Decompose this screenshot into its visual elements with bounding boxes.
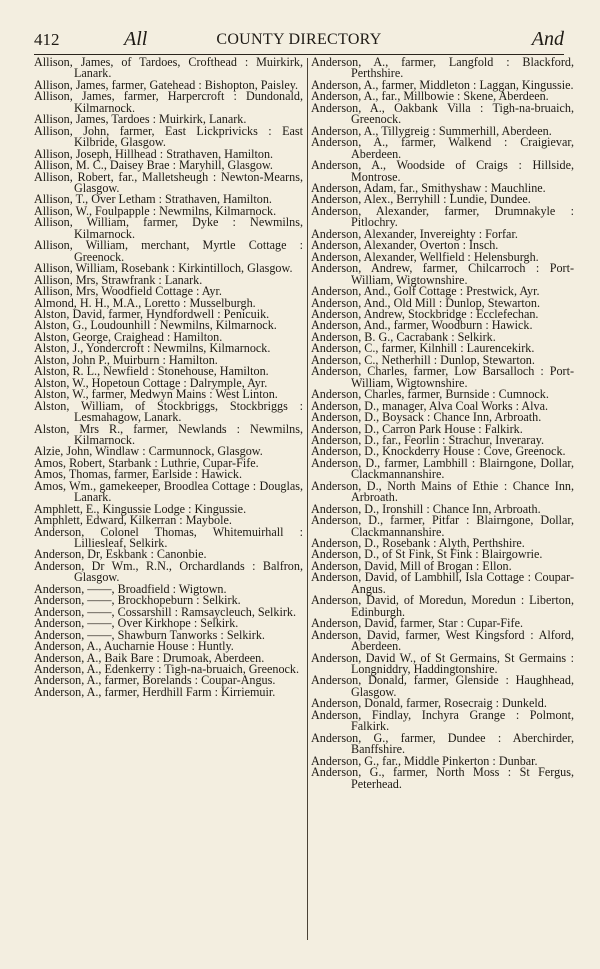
directory-entry: Alston, W., farmer, Medwyn Mains : West Linton. [34,387,278,402]
directory-entry: Anderson, ——, Cossarshill : Ramsaycleuch, Selkirk. [34,604,297,619]
directory-entry: Alston, John P., Muirburn : Hamilton. [34,352,218,367]
directory-entry: Anderson, B. G., Cacrabank : Selkirk. [311,329,496,344]
directory-entry: Anderson, Andrew, Stockbridge : Ecclefechan. [311,306,539,321]
directory-entry: Allison, James, of Tardoes, Crofthead : Muirkirk, Lanark. [34,55,303,81]
directory-entry: Anderson, D., far., Feorlin : Strachur, Inveraray. [311,432,545,447]
directory-entry: Anderson, David, of Moredun, Moredun : Liberton, Edinburgh. [311,593,574,619]
directory-entry: Anderson, David W., of St Germains, St Germains : Longniddry, Haddingtonshire. [311,650,574,677]
directory-entry: Alston, G., Loudounhill : Newmilns, Kilmarnock. [34,318,277,333]
left-column [34,57,303,698]
directory-entry: Anderson, Alexander, Overton : Insch. [311,238,499,253]
directory-entry: Anderson, And., Golf Cottage : Prestwick, Ayr. [311,284,540,299]
directory-entry: Anderson, ——, Brockhopeburn : Selkirk. [34,593,241,608]
right-column [311,57,574,790]
directory-entry: Anderson, ——, Broadfield : Wigtown. [34,581,227,596]
directory-entry: Anderson, David, of Lambhill, Isla Cottage : Coupar-Angus. [311,570,574,596]
directory-entry: Anderson, ——, Over Kirkhope : Selkirk. [34,616,239,631]
directory-entry: Anderson, D., North Mains of Ethie : Chance Inn, Arbroath. [311,478,574,505]
directory-entry: Anderson, Alexander, farmer, Drumnakyle : Pitlochry. [311,203,574,230]
column-divider [307,58,308,940]
directory-entry: Anderson, Donald, farmer, Glenside : Haughhead, Glasgow. [311,673,574,699]
directory-entry: Anderson, G., farmer, North Moss : St Fergus, Peterhead. [311,765,574,791]
directory-entry: Alston, David, farmer, Hyndfordwell : Penicuik. [34,306,270,321]
directory-entry: Alston, Mrs R., farmer, Newlands : Newmilns, Kilmarnock. [34,421,303,447]
directory-entry: Anderson, Charles, farmer, Burnside : Cumnock. [311,387,549,402]
directory-entry: Allison, William, merchant, Myrtle Cottage : Greenock. [34,238,303,264]
directory-entry: Anderson, A., Woodside of Craigs : Hillside, Montrose. [311,158,574,184]
left-catchword: All [124,28,148,50]
directory-entry: Alston, J., Yondercroft : Newmilns, Kilmarnock. [34,341,271,356]
directory-entry: Anderson, Alexander, Invereighty : Forfar. [311,226,518,241]
directory-entry: Allison, Joseph, Hillhead : Strathaven, Hamilton. [34,146,274,161]
directory-entry: Anderson, And., farmer, Woodburn : Hawick. [311,318,533,333]
directory-entry: Anderson, A., farmer, Middleton : Laggan, Kingussie. [311,77,574,92]
directory-entry: Allison, James, Tardoes : Muirkirk, Lanark. [34,112,247,127]
directory-entry: Anderson, David, Mill of Brogan : Ellon. [311,558,512,573]
page-header [34,30,564,52]
directory-entry: Amphlett, E., Kingussie Lodge : Kingussie. [34,501,247,516]
directory-entry: Anderson, D., of St Fink, St Fink : Blairgowrie. [311,547,543,562]
directory-entry: Amphlett, Edward, Kilkerran : Maybole. [34,513,232,528]
page-number: 412 [34,30,60,49]
directory-entry: Anderson, D., Carron Park House : Falkirk. [311,421,523,436]
directory-entry: Anderson, Colonel Thomas, Whitemuirhall : Lilliesleaf, Selkirk. [34,524,303,551]
directory-entry: Alston, George, Craighead : Hamilton. [34,329,223,344]
directory-entry: Anderson, A., farmer, Langfold : Blackford, Perthshire. [311,55,574,81]
directory-entry: Anderson, D., farmer, Lambhill : Blairngone, Dollar, Clackmannanshire. [311,455,574,482]
directory-entry: Anderson, Adam, far., Smithyshaw : Mauchline. [311,180,546,195]
directory-entry: Alzie, John, Windlaw : Carmunnock, Glasgow. [34,444,263,459]
directory-entry: Anderson, A., farmer, Borelands : Coupar-Angus. [34,673,276,688]
directory-entry: Allison, T., Over Letham : Strathaven, Hamilton. [34,192,272,207]
directory-entry: Anderson, A., Aucharnie House : Huntly. [34,639,234,654]
directory-entry: Anderson, A., Edenkerry : Tigh-na-bruaich, Greenock. [34,662,300,677]
directory-entry: Anderson, A., farmer, Herdhill Farm : Kirriemuir. [34,684,276,699]
directory-entry: Allison, William, farmer, Dyke : Newmilns, Kilmarnock. [34,215,303,241]
directory-entry: Allison, John, farmer, East Lickprivicks : East Kilbride, Glasgow. [34,123,303,150]
directory-entry: Anderson, G., far., Middle Pinkerton : Dunbar. [311,753,538,768]
directory-entry: Alston, William, of Stockbriggs, Stockbriggs : Lesmahagow, Lanark. [34,398,303,425]
directory-entry: Anderson, D., Knockderry House : Cove, Greenock. [311,444,566,459]
directory-entry: Anderson, Dr, Eskbank : Canonbie. [34,547,207,562]
directory-entry: Amos, Thomas, farmer, Earlside : Hawick. [34,467,242,482]
directory-entry: Anderson, A., Baik Bare : Drumoak, Aberdeen. [34,650,265,665]
directory-entry: Allison, Mrs, Strawfrank : Lanark. [34,272,203,287]
directory-entry: Anderson, G., farmer, Dundee : Aberchirder, Banffshire. [311,730,574,757]
directory-entry: Allison, Mrs, Woodfield Cottage : Ayr. [34,284,222,299]
directory-entry: Anderson, David, farmer, West Kingsford : Alford, Aberdeen. [311,627,574,654]
directory-entry: Allison, W., Foulpapple : Newmilns, Kilmarnock. [34,203,277,218]
directory-entry: Amos, Wm., gamekeeper, Broodlea Cottage : Douglas, Lanark. [34,478,303,505]
directory-entry: Allison, M. C., Daisey Brae : Maryhill, Glasgow. [34,158,273,173]
directory-entry: Anderson, D., Rosebank : Alyth, Perthshire. [311,536,525,551]
directory-entry: Anderson, A., farmer, Walkend : Craigievar, Aberdeen. [311,135,574,161]
directory-entry: Anderson, David, farmer, Star : Cupar-Fife. [311,616,524,631]
directory-entry: Anderson, C., farmer, Kilnhill : Laurencekirk. [311,341,535,356]
directory-entry: Anderson, Donald, farmer, Rosecraig : Dunkeld. [311,696,547,711]
directory-entry: Anderson, Alex., Berryhill : Lundie, Dundee. [311,192,531,207]
directory-entry: Anderson, Andrew, farmer, Chilcarroch : Port-William, Wigtownshire. [311,261,574,287]
directory-entry: Allison, James, farmer, Gatehead : Bishopton, Paisley. [34,77,299,92]
directory-entry: Anderson, Alexander, Wellfield : Helensburgh. [311,249,539,264]
directory-entry: Anderson, Dr Wm., R.N., Orchardlands : Balfron, Glasgow. [34,558,303,585]
directory-entry: Anderson, And., Old Mill : Dunlop, Stewarton. [311,295,540,310]
directory-entry: Anderson, C., Netherhill : Dunlop, Stewarton. [311,352,535,367]
directory-entry: Anderson, A., Oakbank Villa : Tigh-na-bruaich, Greenock. [311,100,574,127]
directory-entry: Anderson, Charles, farmer, Low Barsalloch : Port-William, Wigtownshire. [311,364,574,390]
directory-entry: Allison, James, farmer, Harpercroft : Dundonald, Kilmarnock. [34,89,303,115]
directory-entry: Anderson, Findlay, Inchyra Grange : Polmont, Falkirk. [311,707,574,734]
page-title: COUNTY DIRECTORY [216,31,382,48]
right-catchword: And [531,28,564,50]
directory-entry: Anderson, D., manager, Alva Coal Works : Alva. [311,398,549,413]
directory-entry: Anderson, A., far., Millbowie : Skene, Aberdeen. [311,89,549,104]
directory-entry: Anderson, D., Boysack : Chance Inn, Arbroath. [311,410,542,425]
directory-entry: Almond, H. H., M.A., Loretto : Musselburgh. [34,295,256,310]
directory-entry: Alston, W., Hopetoun Cottage : Dalrymple, Ayr. [34,375,268,390]
directory-entry: Anderson, A., Tillygreig : Summerhill, Aberdeen. [311,123,552,138]
directory-entry: Anderson, D., farmer, Pitfar : Blairngone, Dollar, Clackmannanshire. [311,513,574,539]
directory-entry: Allison, Robert, far., Malletsheugh : Newton-Mearns, Glasgow. [34,169,303,195]
directory-entry: Anderson, ——, Shawburn Tanworks : Selkirk. [34,627,265,642]
directory-entry: Amos, Robert, Starbank : Luthrie, Cupar-Fife. [34,455,259,470]
directory-entry: Allison, William, Rosebank : Kirkintilloch, Glasgow. [34,261,293,276]
directory-entry: Alston, R. L., Newfield : Stonehouse, Hamilton. [34,364,269,379]
directory-entry: Anderson, D., Ironshill : Chance Inn, Arbroath. [311,501,541,516]
